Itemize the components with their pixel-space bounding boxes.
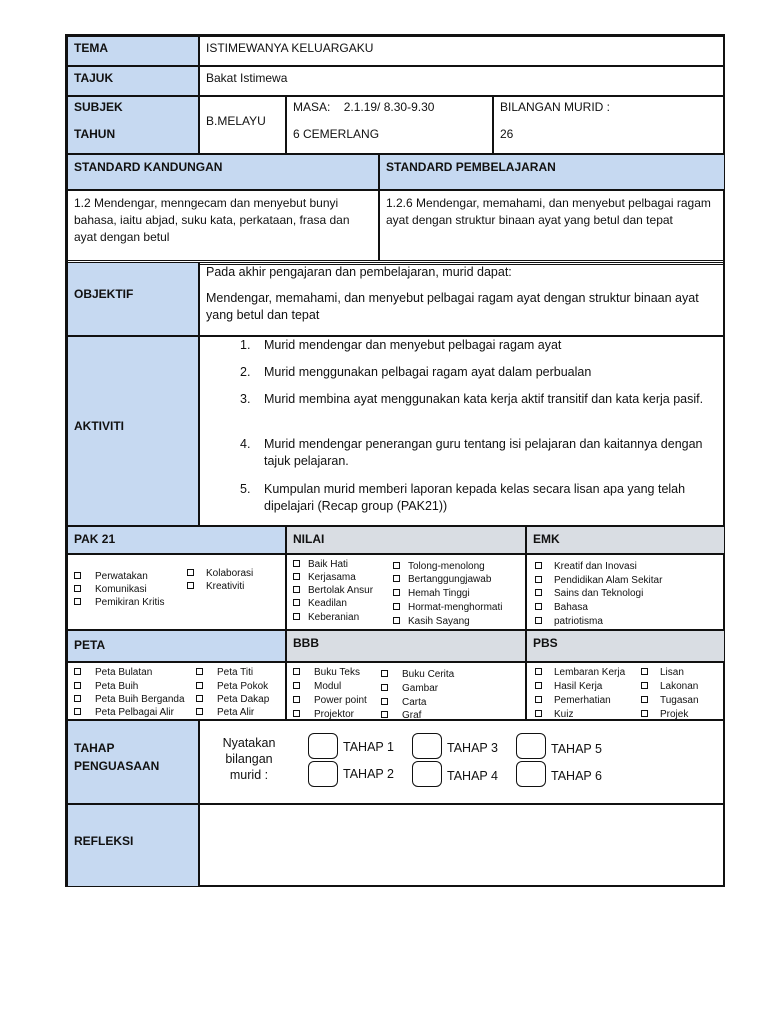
- pbs-cell: [526, 662, 725, 720]
- checkbox-icon[interactable]: [196, 682, 203, 689]
- checklist-item[interactable]: Buku Cerita: [381, 669, 454, 681]
- checklist-item[interactable]: Bahasa: [535, 602, 588, 614]
- tema-label: TEMA: [67, 36, 199, 66]
- checklist-item[interactable]: Baik Hati: [293, 559, 348, 571]
- tajuk-label: TAJUK: [67, 66, 199, 96]
- masa-label: MASA:: [293, 100, 331, 114]
- checkbox-icon[interactable]: [641, 696, 648, 703]
- checklist-item[interactable]: Tolong-menolong: [393, 561, 485, 573]
- checkbox-icon[interactable]: [74, 572, 81, 579]
- checklist-item[interactable]: Pemikiran Kritis: [74, 597, 164, 609]
- checkbox-icon[interactable]: [293, 682, 300, 689]
- masa-cell: [286, 96, 493, 154]
- checklist-item[interactable]: Hormat-menghormati: [393, 602, 502, 614]
- checklist-item[interactable]: Keadilan: [293, 598, 347, 610]
- checklist-item[interactable]: Pendidikan Alam Sekitar: [535, 575, 662, 587]
- checkbox-icon[interactable]: [535, 617, 542, 624]
- checklist-item[interactable]: Kasih Sayang: [393, 616, 470, 628]
- aktiviti-item: 5. Kumpulan murid memberi laporan kepada kelas secara lisan apa yang telah dipelajari (Recap group (PAK21)): [240, 482, 686, 513]
- checkbox-icon[interactable]: [293, 613, 300, 620]
- tahap-3-label: TAHAP 3: [447, 741, 498, 755]
- checkbox-icon[interactable]: [535, 576, 542, 583]
- checklist-item[interactable]: Modul: [293, 681, 341, 693]
- lesson-plan-form: [65, 34, 725, 887]
- checklist-item[interactable]: Bertolak Ansur: [293, 585, 373, 597]
- checkbox-icon[interactable]: [74, 695, 81, 702]
- peta-cell: [67, 662, 286, 720]
- checklist-item[interactable]: Pemerhatian: [535, 695, 611, 707]
- refleksi-label: REFLEKSI: [67, 804, 199, 887]
- tahap-4-box[interactable]: [412, 761, 442, 787]
- checklist-item[interactable]: Hasil Kerja: [535, 681, 602, 693]
- checkbox-icon[interactable]: [393, 617, 400, 624]
- standard-pembelajaran-text: 1.2.6 Mendengar, memahami, dan menyebut pelbagai ragam ayat dengan struktur binaan ayat yang betul dan tepat: [379, 190, 725, 261]
- checkbox-icon[interactable]: [196, 695, 203, 702]
- subjek-label: SUBJEK: [74, 100, 123, 114]
- checkbox-icon[interactable]: [381, 698, 388, 705]
- checkbox-icon[interactable]: [393, 589, 400, 596]
- checkbox-icon[interactable]: [74, 682, 81, 689]
- checklist-item[interactable]: Kuiz: [535, 709, 573, 720]
- checklist-item[interactable]: Hemah Tinggi: [393, 588, 470, 600]
- tahap-cell: [199, 720, 725, 804]
- bbb-label: BBB: [286, 630, 526, 662]
- checklist-item[interactable]: Kreativiti: [187, 581, 244, 593]
- pak21-label: PAK 21: [67, 526, 286, 554]
- checklist-item[interactable]: Peta Titi: [196, 667, 253, 679]
- tahap-1-box[interactable]: [308, 733, 338, 759]
- checklist-item[interactable]: Buku Teks: [293, 667, 360, 679]
- tahun-label: TAHUN: [74, 127, 116, 141]
- bbb-cell: [286, 662, 526, 720]
- checklist-item[interactable]: Perwatakan: [74, 571, 148, 583]
- checklist-item[interactable]: Lakonan: [641, 681, 698, 693]
- tahap-label-line1: TAHAP: [74, 741, 115, 755]
- checkbox-icon[interactable]: [293, 586, 300, 593]
- tahap-label-line2: PENGUASAAN: [74, 759, 160, 773]
- aktiviti-item: 4. Murid mendengar penerangan guru tentang isi pelajaran dan kaitannya dengan tajuk pelajaran.: [240, 437, 703, 468]
- checkbox-icon[interactable]: [74, 668, 81, 675]
- tahap-prompt-line3: murid :: [229, 768, 269, 782]
- tahap-6-box[interactable]: [516, 761, 546, 787]
- checkbox-icon[interactable]: [641, 668, 648, 675]
- masa-row: [293, 100, 434, 115]
- checklist-item[interactable]: Peta Alir: [196, 707, 254, 719]
- checkbox-icon[interactable]: [74, 585, 81, 592]
- checkbox-icon[interactable]: [74, 708, 81, 715]
- checklist-item[interactable]: Peta Bulatan: [74, 667, 152, 679]
- tajuk-value: Bakat Istimewa: [199, 66, 725, 96]
- checkbox-icon[interactable]: [393, 562, 400, 569]
- checkbox-icon[interactable]: [293, 668, 300, 675]
- checklist-item[interactable]: patriotisma: [535, 616, 603, 628]
- checkbox-icon[interactable]: [535, 668, 542, 675]
- checklist-item[interactable]: Bertanggungjawab: [393, 574, 491, 586]
- checklist-item[interactable]: Keberanian: [293, 612, 359, 624]
- checklist-item[interactable]: Projek: [641, 709, 688, 720]
- objektif-cell: [199, 262, 725, 336]
- checklist-item[interactable]: Kolaborasi: [187, 568, 253, 580]
- objektif-label: OBJEKTIF: [67, 262, 199, 336]
- masa-value: 2.1.19/ 8.30-9.30: [343, 100, 435, 114]
- checkbox-icon[interactable]: [393, 603, 400, 610]
- objektif-intro: Pada akhir pengajaran dan pembelajaran, murid dapat:: [206, 265, 512, 279]
- checkbox-icon[interactable]: [293, 560, 300, 567]
- checkbox-icon[interactable]: [381, 670, 388, 677]
- tahap-6-label: TAHAP 6: [551, 769, 602, 783]
- checkbox-icon[interactable]: [196, 708, 203, 715]
- subjek-value: [199, 96, 286, 154]
- aktiviti-item: 2. Murid menggunakan pelbagai ragam ayat dalam perbualan: [240, 365, 592, 379]
- checklist-item[interactable]: Peta Pokok: [196, 681, 268, 693]
- checklist-item[interactable]: Sains dan Teknologi: [535, 588, 643, 600]
- checklist-item[interactable]: Lisan: [641, 667, 684, 679]
- nilai-cell: [286, 554, 526, 630]
- checklist-item[interactable]: Peta Buih: [74, 681, 138, 693]
- checkbox-icon[interactable]: [196, 668, 203, 675]
- checklist-item[interactable]: Power point: [293, 695, 367, 707]
- checkbox-icon[interactable]: [293, 599, 300, 606]
- checklist-item[interactable]: Lembaran Kerja: [535, 667, 625, 679]
- nilai-label: NILAI: [286, 526, 526, 554]
- checklist-item[interactable]: Tugasan: [641, 695, 699, 707]
- checkbox-icon[interactable]: [641, 710, 648, 717]
- tahap-2-box[interactable]: [308, 761, 338, 787]
- aktiviti-item: 3. Murid membina ayat menggunakan kata kerja aktif transitif dan kata kerja pasif.: [240, 392, 704, 406]
- checklist-item[interactable]: Peta Pelbagai Alir: [74, 707, 174, 719]
- tahap-3-box[interactable]: [412, 733, 442, 759]
- refleksi-input[interactable]: [199, 804, 725, 887]
- checkbox-icon[interactable]: [393, 575, 400, 582]
- bilangan-value: 26: [500, 127, 514, 141]
- kelas-value: 6 CEMERLANG: [293, 127, 380, 141]
- checklist-item[interactable]: Kreatif dan Inovasi: [535, 561, 637, 573]
- checkbox-icon[interactable]: [293, 573, 300, 580]
- peta-label: PETA: [67, 630, 286, 662]
- bilangan-label: BILANGAN MURID :: [500, 100, 611, 114]
- subjek-tahun-labels: [67, 96, 199, 154]
- checklist-item[interactable]: Carta: [381, 697, 426, 709]
- tahap-2-label: TAHAP 2: [343, 767, 394, 781]
- aktiviti-label: AKTIVITI: [67, 336, 199, 526]
- checklist-item[interactable]: Peta Dakap: [196, 694, 269, 706]
- checkbox-icon[interactable]: [535, 562, 542, 569]
- tema-value: ISTIMEWANYA KELUARGAKU: [199, 36, 725, 66]
- aktiviti-cell: [199, 336, 725, 526]
- emk-label: EMK: [526, 526, 725, 554]
- checkbox-icon[interactable]: [293, 696, 300, 703]
- standard-kandungan-text: 1.2 Mendengar, menngecam dan menyebut bunyi bahasa, iaitu abjad, suku kata, perkataan, frasa dan ayat dengan betul: [67, 190, 379, 261]
- checkbox-icon[interactable]: [535, 710, 542, 717]
- standard-kandungan-label: STANDARD KANDUNGAN: [67, 154, 379, 190]
- checklist-item[interactable]: Peta Buih Berganda: [74, 694, 185, 706]
- checkbox-icon[interactable]: [381, 711, 388, 718]
- tahap-5-label: TAHAP 5: [551, 742, 602, 756]
- standard-pembelajaran-label: STANDARD PEMBELAJARAN: [379, 154, 725, 190]
- checklist-item[interactable]: Gambar: [381, 683, 438, 695]
- checkbox-icon[interactable]: [535, 696, 542, 703]
- bilangan-cell: [493, 96, 725, 154]
- subjek-text: B.MELAYU: [206, 114, 266, 128]
- checkbox-icon[interactable]: [535, 589, 542, 596]
- tahap-1-label: TAHAP 1: [343, 740, 394, 754]
- pbs-label: PBS: [526, 630, 725, 662]
- tahap-prompt-line2: bilangan: [225, 752, 273, 766]
- checkbox-icon[interactable]: [535, 603, 542, 610]
- checkbox-icon[interactable]: [187, 582, 194, 589]
- tahap-4-label: TAHAP 4: [447, 769, 498, 783]
- pak21-cell: [67, 554, 286, 630]
- tahap-prompt: [220, 735, 278, 783]
- checklist-item[interactable]: Graf: [381, 710, 421, 720]
- objektif-text: Mendengar, memahami, dan menyebut pelbagai ragam ayat dengan struktur binaan ayat yang betul dan tepat: [206, 291, 699, 322]
- checkbox-icon[interactable]: [74, 598, 81, 605]
- checkbox-icon[interactable]: [187, 569, 194, 576]
- checklist-item[interactable]: Komunikasi: [74, 584, 147, 596]
- checkbox-icon[interactable]: [535, 682, 542, 689]
- checklist-item[interactable]: Kerjasama: [293, 572, 356, 584]
- tahap-label: [67, 720, 199, 804]
- tahap-prompt-line1: Nyatakan: [222, 736, 276, 750]
- checkbox-icon[interactable]: [381, 684, 388, 691]
- tahap-5-box[interactable]: [516, 733, 546, 759]
- checkbox-icon[interactable]: [641, 682, 648, 689]
- aktiviti-item: 1. Murid mendengar dan menyebut pelbagai ragam ayat: [240, 338, 562, 352]
- checkbox-icon[interactable]: [293, 710, 300, 717]
- checklist-item[interactable]: Projektor: [293, 709, 354, 720]
- emk-cell: [526, 554, 725, 630]
